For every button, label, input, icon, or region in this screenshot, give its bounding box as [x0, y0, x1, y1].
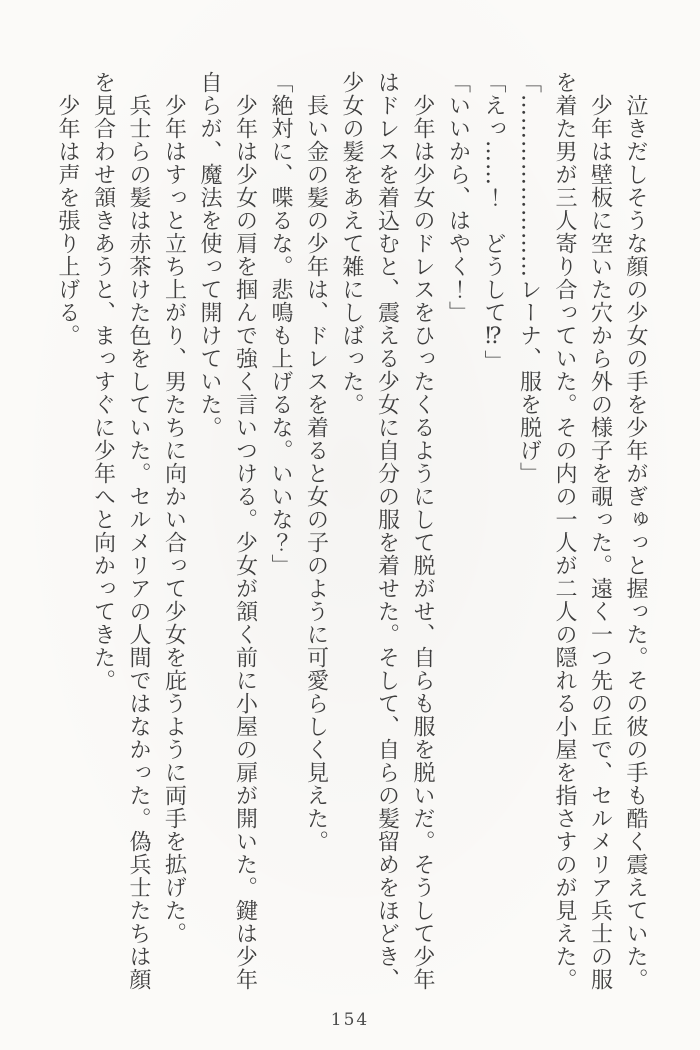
narrative-line: 少女の髪をあえて雑にしばった。 [339, 71, 364, 416]
narrative-line: 兵士らの髪は赤茶けた色をしていた。セルメリアの人間ではなかった。偽兵士たちは顔 [126, 71, 151, 991]
narrative-line: 少年は少女の肩を掴んで強く言いつける。少女が頷く前に小屋の扉が開いた。鍵は少年 [232, 71, 258, 991]
narrative-line: 少年は少女のドレスをひったくるようにして脱がせ、自らも服を脱いだ。そうして少年 [410, 71, 435, 991]
dialogue-line: 「えっ……！ どうして⁉」 [481, 71, 506, 373]
dialogue-line: 「……………………レーナ、服を脱げ」 [516, 71, 542, 485]
narrative-line: を見合わせ頷きあうと、まっすぐに少年へと向かってきた。 [90, 71, 116, 692]
narrative-line: を着た男が三人寄り合っていた。その内の一人が二人の隠れる小屋を指さすのが見えた。 [552, 71, 577, 991]
narrative-line: 少年は壁板に空いた穴から外の様子を覗った。遠く一つ先の丘で、セルメリア兵士の服 [587, 71, 613, 991]
narrative-line: 少年は声を張り上げる。 [55, 71, 80, 347]
book-page-text [49, 71, 653, 995]
narrative-line: 自らが、魔法を使って開けていた。 [197, 71, 222, 439]
page-number: 154 [330, 1010, 370, 1030]
narrative-line: 泣きだしそうな顔の少女の手を少年がぎゅっと握った。その彼の手も酷く震えていた。 [623, 71, 648, 991]
narrative-line: 少年はすっと立ち上がり、男たちに向かい合って少女を庇うように両手を拡げた。 [161, 71, 187, 945]
narrative-line: はドレスを着込むと、震える少女に自分の服を着せた。そして、自らの髪留めをほどき、 [374, 71, 400, 991]
dialogue-line: 「いいから、はやく！」 [445, 71, 471, 324]
dialogue-line: 「絶対に、喋るな。悲鳴も上げるな。いいな？」 [268, 71, 293, 577]
narrative-line: 長い金の髪の少年は、ドレスを着ると女の子のように可愛らしく見えた。 [303, 71, 329, 853]
